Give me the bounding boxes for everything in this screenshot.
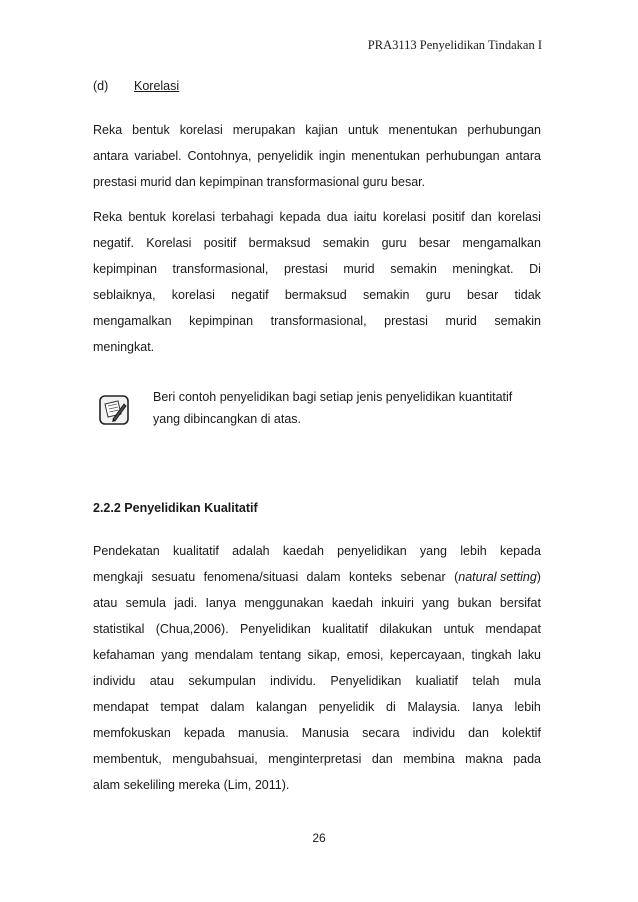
paragraph-line: statistikal (Chua,2006). Penyelidikan kualitatif dilakukan untuk mendapat (93, 622, 541, 636)
paragraph-line: Pendekatan kualitatif adalah kaedah penyelidikan yang lebih kepada (93, 544, 541, 558)
section-label: (d) (93, 79, 109, 93)
paragraph-line: individu atau sekumpulan individu. Penyelidikan kualiatif telah mula (93, 674, 541, 688)
paragraph-line: membentuk, mengubahsuai, menginterpretasi dan membina makna pada (93, 752, 541, 766)
writing-activity-icon (99, 395, 129, 425)
paragraph-line: seblaiknya, korelasi negatif bermaksud semakin guru besar tidak (93, 288, 541, 302)
activity-line: yang dibincangkan di atas. (153, 412, 302, 426)
paragraph-line: kefahaman yang mendalam tentang sikap, emosi, kepercayaan, tingkah laku (93, 648, 541, 662)
italic-term: natural setting (458, 570, 537, 584)
paragraph-korelasi-types (93, 204, 541, 360)
section-heading: 2.2.2 Penyelidikan Kualitatif (93, 501, 258, 515)
paragraph-line: prestasi murid dan kepimpinan transformasional guru besar. (93, 175, 426, 189)
activity-prompt (153, 386, 543, 430)
paragraph-line: kepimpinan transformasional, prestasi murid semakin meningkat. Di (93, 262, 541, 276)
paragraph-line: memfokuskan kepada manusia. Manusia secara individu dan kolektif (93, 726, 541, 740)
paragraph-line: Reka bentuk korelasi terbahagi kepada dua iaitu korelasi positif dan korelasi (93, 210, 541, 224)
page-number: 26 (312, 831, 326, 845)
activity-line: Beri contoh penyelidikan bagi setiap jenis penyelidikan kuantitatif (153, 390, 513, 404)
paragraph-line: atau semula jadi. Ianya menggunakan kaedah inkuiri yang bukan bersifat (93, 596, 541, 610)
paragraph-line: alam sekeliling mereka (Lim, 2011). (93, 778, 290, 792)
paragraph-line: mengkaji sesuatu fenomena/situasi dalam konteks sebenar (natural setting) (93, 570, 541, 584)
paragraph-line: mendapat tempat dalam kalangan penyelidik di Malaysia. Ianya lebih (93, 700, 541, 714)
paragraph-line: Reka bentuk korelasi merupakan kajian untuk menentukan perhubungan (93, 123, 541, 137)
paragraph-line: mengamalkan kepimpinan transformasional, prestasi murid semakin (93, 314, 541, 328)
paragraph-korelasi-intro (93, 117, 541, 195)
page-header: PRA3113 Penyelidikan Tindakan I (367, 38, 542, 52)
paragraph-kualitatif (93, 538, 541, 798)
paragraph-line: antara variabel. Contohnya, penyelidik ingin menentukan perhubungan antara (93, 149, 541, 163)
section-title: Korelasi (134, 79, 180, 93)
paragraph-line: negatif. Korelasi positif bermaksud semakin guru besar mengamalkan (93, 236, 541, 250)
paragraph-line: meningkat. (93, 340, 155, 354)
